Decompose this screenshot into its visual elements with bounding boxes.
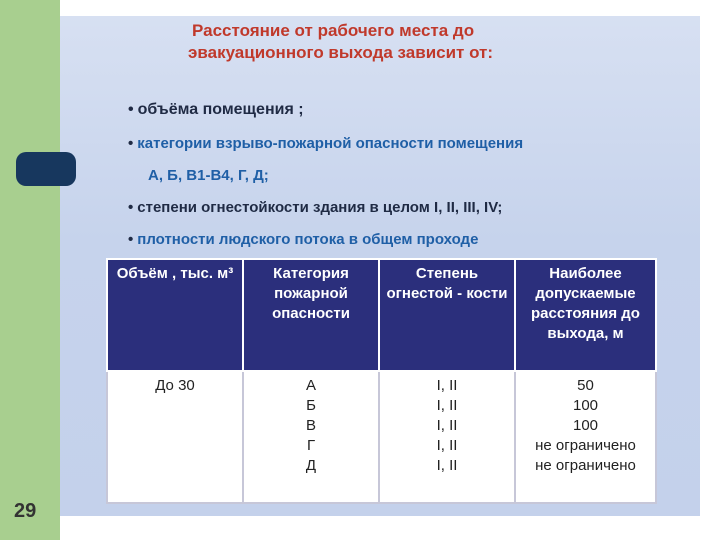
table-row bbox=[107, 371, 656, 503]
cell-categories: А Б В Г Д bbox=[243, 371, 379, 503]
bullet-dot: • bbox=[128, 199, 134, 216]
slide-number: 29 bbox=[14, 500, 37, 522]
bullet-category: • категории взрыво-пожарной опасности помещения bbox=[128, 135, 524, 152]
cell-volume: До 30 bbox=[107, 371, 243, 503]
bullet-dot: • bbox=[128, 101, 134, 118]
header-degree: Степень огнестой - кости bbox=[379, 259, 515, 371]
bullet-volume: • объёма помещения ; bbox=[128, 101, 304, 118]
table-header-row bbox=[107, 259, 656, 371]
top-strip bbox=[60, 0, 720, 16]
header-category: Категория пожарной опасности bbox=[243, 259, 379, 371]
header-distance: Наиболее допускаемые расстояния до выхода, м bbox=[515, 259, 656, 371]
slide-title bbox=[188, 20, 588, 64]
cell-degrees: I, II I, II I, II I, II I, II bbox=[379, 371, 515, 503]
bullet-fire-resistance: • степени огнестойкости здания в целом I, II, III, IV; bbox=[128, 199, 503, 216]
cell-distances: 50 100 100 не ограничено не ограничено bbox=[515, 371, 656, 503]
bullet-dot: • bbox=[128, 231, 134, 248]
header-volume: Объём , тыс. м³ bbox=[107, 259, 243, 371]
side-tab bbox=[16, 152, 76, 186]
side-bar bbox=[0, 0, 60, 540]
title-line-2: эвакуационного выхода зависит от: bbox=[188, 43, 494, 62]
right-strip bbox=[700, 16, 720, 540]
distance-table bbox=[106, 258, 655, 504]
title-line-1: Расстояние от рабочего места до bbox=[192, 21, 475, 40]
bullet-dot: • bbox=[128, 135, 134, 152]
bullet-category-continuation: А, Б, В1-В4, Г, Д; bbox=[148, 167, 269, 184]
bullet-people-flow: • плотности людского потока в общем проходе bbox=[128, 231, 479, 248]
